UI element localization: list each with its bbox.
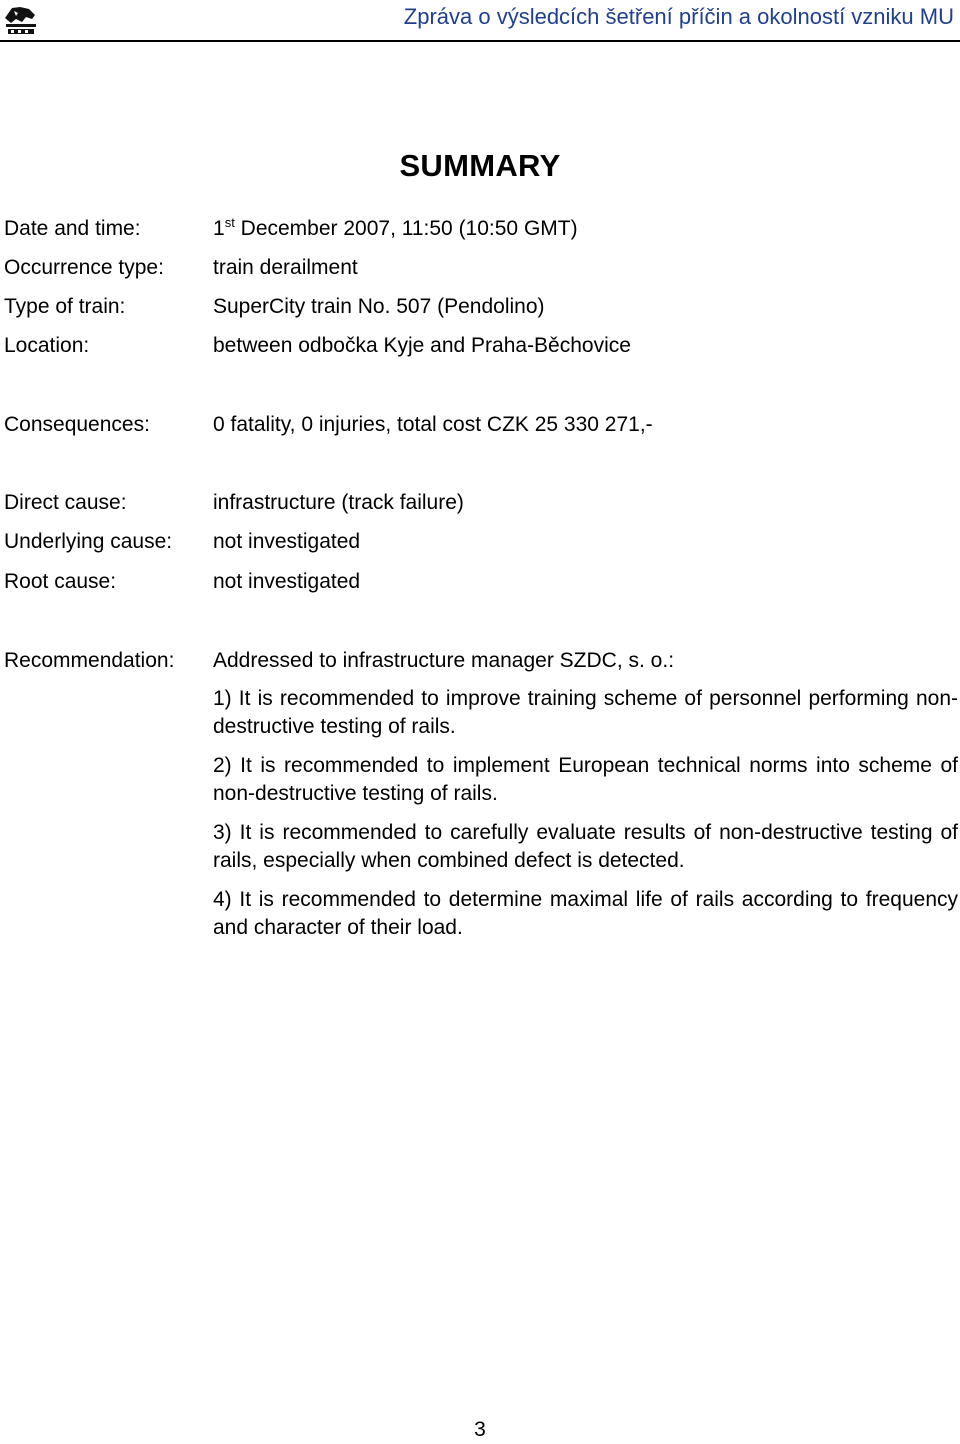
train-type-label: Type of train: xyxy=(4,295,126,318)
recommendation-addressee: Addressed to infrastructure manager SZDC, s. o.: xyxy=(213,649,675,672)
underlying-cause-label: Underlying cause: xyxy=(4,530,173,553)
report-title: Zpráva o výsledcích šetření příčin a okolností vzniku MU xyxy=(403,4,954,29)
recommendation-label: Recommendation: xyxy=(4,649,175,672)
page-number: 3 xyxy=(474,1418,486,1441)
date-rest: December 2007, 11:50 (10:50 GMT) xyxy=(234,217,578,240)
consequences-label: Consequences: xyxy=(4,413,150,436)
date-day-suffix: st xyxy=(224,215,235,230)
occurrence-type-label: Occurrence type: xyxy=(4,256,164,279)
agency-logo-icon xyxy=(2,4,40,36)
occurrence-type-value: train derailment xyxy=(213,256,358,279)
recommendation-item-1: 1) It is recommended to improve training scheme of personnel performing non-destructive testing of rails. xyxy=(213,687,958,738)
date-time-value xyxy=(213,216,578,242)
location-value: between odbočka Kyje and Praha-Běchovice xyxy=(213,334,631,357)
direct-cause-value: infrastructure (track failure) xyxy=(213,491,464,514)
location-label: Location: xyxy=(4,334,90,357)
page-header xyxy=(0,0,960,42)
recommendation-item-2: 2) It is recommended to implement European technical norms into scheme of non-destructive testing of rails. xyxy=(213,754,958,805)
root-cause-value: not investigated xyxy=(213,570,361,593)
recommendation-item-4: 4) It is recommended to determine maximal life of rails according to frequency and character of their load. xyxy=(213,888,958,939)
date-day: 1 xyxy=(213,217,225,240)
consequences-value: 0 fatality, 0 injuries, total cost CZK 25 330 271,- xyxy=(213,413,653,436)
train-type-value: SuperCity train No. 507 (Pendolino) xyxy=(213,295,545,318)
root-cause-label: Root cause: xyxy=(4,570,117,593)
direct-cause-label: Direct cause: xyxy=(4,491,127,514)
underlying-cause-value: not investigated xyxy=(213,530,361,553)
date-time-label: Date and time: xyxy=(4,217,141,240)
recommendation-item-3: 3) It is recommended to carefully evaluate results of non-destructive testing of rails, especially when combined defect is detected. xyxy=(213,821,958,872)
summary-heading: SUMMARY xyxy=(399,148,561,183)
